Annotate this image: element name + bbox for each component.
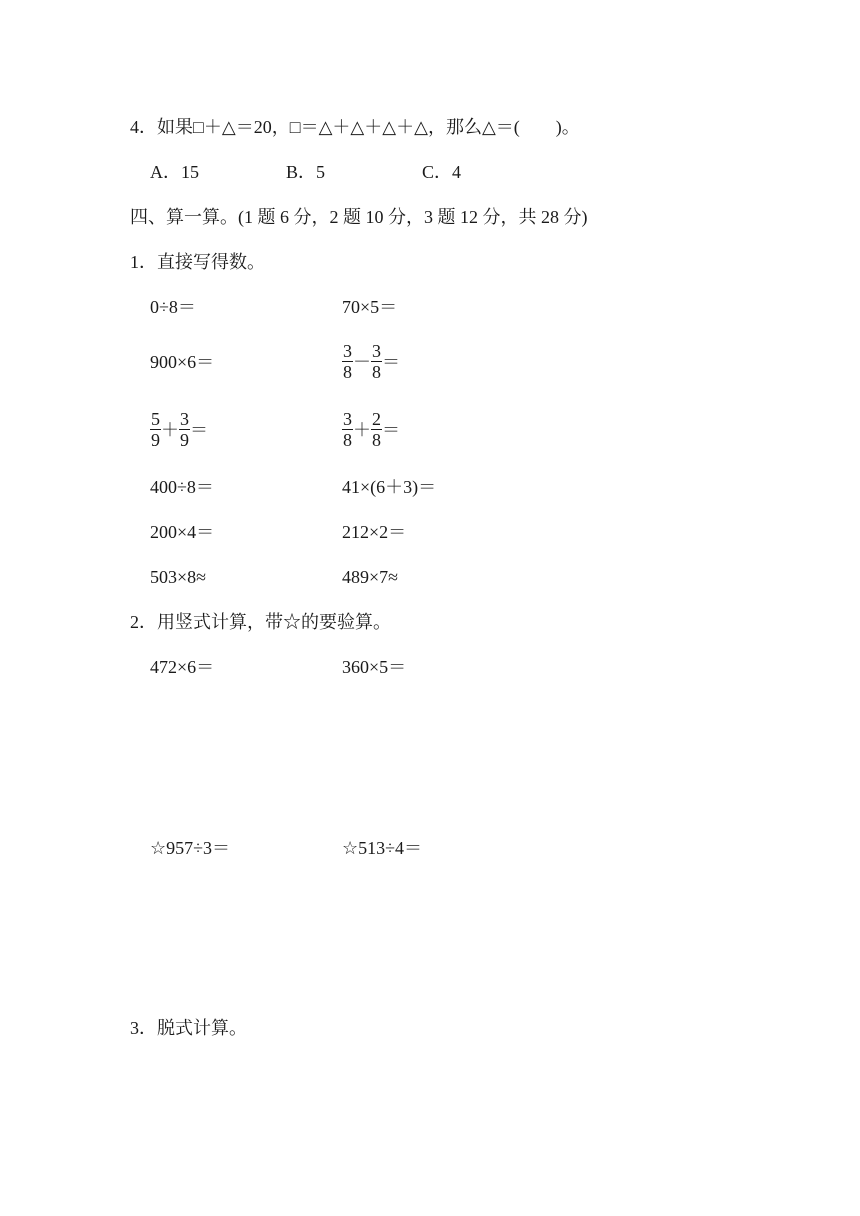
- question-4: 4．如果□＋△＝20，□＝△＋△＋△＋△，那么△＝( )。: [130, 117, 580, 137]
- problem-0div8: 0÷8＝: [150, 297, 196, 317]
- problem-900x6: 900×6＝: [150, 352, 215, 372]
- part2-title: 2．用竖式计算，带☆的要验算。: [130, 612, 391, 632]
- problem-212x2: 212×2＝: [342, 522, 407, 542]
- fraction-problem-a: $\frac{3}{8}$ － $\frac{3}{8}$ ＝: [343, 341, 400, 382]
- problem-200x4: 200×4＝: [150, 522, 215, 542]
- problem-70x5: 70×5＝: [342, 297, 398, 317]
- problem-489x7: 489×7≈: [342, 567, 399, 587]
- fraction: $\frac{3}{9}$: [180, 409, 189, 450]
- option-b: B．5: [286, 162, 326, 182]
- problem-472x6: 472×6＝: [150, 657, 215, 677]
- problem-957div3: ☆957÷3＝: [150, 838, 231, 858]
- fraction-problem-b: $\frac{5}{9}$ ＋ $\frac{3}{9}$ ＝: [151, 409, 208, 450]
- fraction: $\frac{3}{8}$: [343, 409, 352, 450]
- problem-513div4: ☆513÷4＝: [342, 838, 423, 858]
- fraction: $\frac{2}{8}$: [372, 409, 381, 450]
- option-c: C．4: [422, 162, 462, 182]
- fraction: $\frac{3}{8}$: [372, 341, 381, 382]
- fraction: $\frac{5}{9}$: [151, 409, 160, 450]
- part1-title: 1．直接写得数。: [130, 252, 265, 272]
- problem-400div8: 400÷8＝: [150, 477, 214, 497]
- fraction-problem-c: $\frac{3}{8}$ ＋ $\frac{2}{8}$ ＝: [343, 409, 400, 450]
- fraction: $\frac{3}{8}$: [343, 341, 352, 382]
- problem-360x5: 360×5＝: [342, 657, 407, 677]
- option-a: A．15: [150, 162, 199, 182]
- part3-title: 3．脱式计算。: [130, 1018, 247, 1038]
- problem-503x8: 503×8≈: [150, 567, 207, 587]
- problem-41x6plus3: 41×(6＋3)＝: [342, 477, 437, 497]
- section-heading: 四、算一算。(1 题 6 分，2 题 10 分，3 题 12 分，共 28 分): [130, 207, 588, 227]
